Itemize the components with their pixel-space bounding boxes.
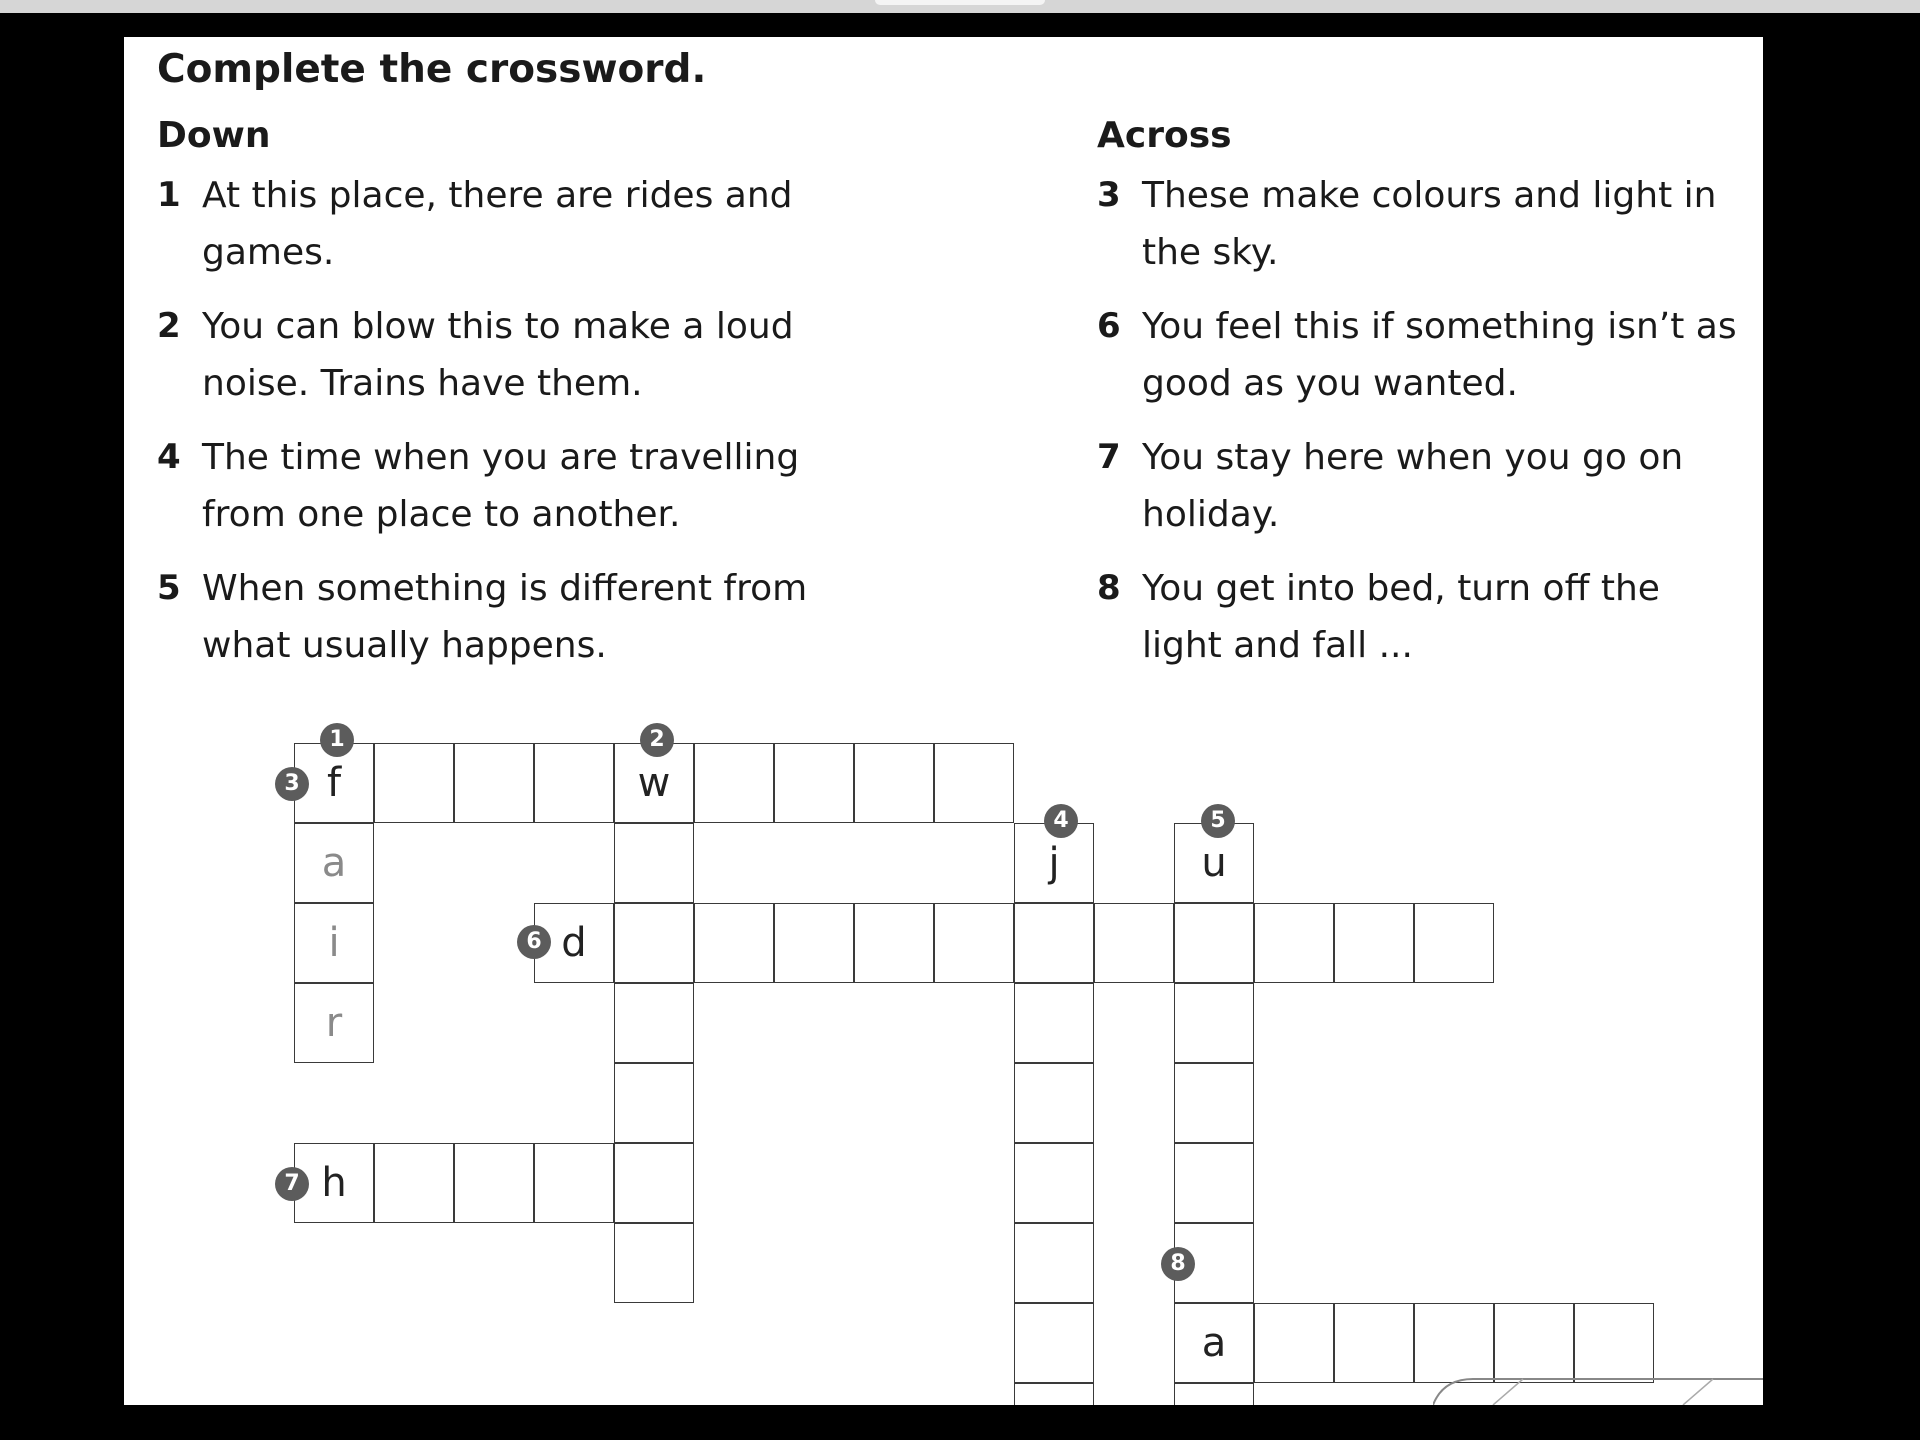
across-heading: Across [1097, 115, 1232, 156]
clue-number: 3 [1097, 175, 1121, 215]
crossword-cell[interactable] [1094, 903, 1174, 983]
clue-line: games. [202, 232, 335, 273]
corner-decoration [1433, 1375, 1763, 1405]
clue-number-badge: 6 [517, 925, 551, 959]
given-letter: u [1201, 840, 1227, 886]
page-title: Complete the crossword. [157, 47, 707, 92]
clue-number: 6 [1097, 306, 1121, 346]
crossword-cell[interactable] [1014, 903, 1094, 983]
crossword-cell[interactable] [854, 903, 934, 983]
clue-number-badge: 1 [320, 723, 354, 757]
crossword-cell[interactable] [934, 743, 1014, 823]
crossword-cell[interactable] [1254, 1303, 1334, 1383]
crossword-cell[interactable] [534, 1143, 614, 1223]
crossword-cell[interactable] [454, 743, 534, 823]
clue-number: 7 [1097, 437, 1121, 477]
clue-line: When something is different from [202, 568, 808, 609]
crossword-cell[interactable] [1014, 1303, 1094, 1383]
crossword-cell[interactable] [1174, 1143, 1254, 1223]
clue-line: These make colours and light in [1142, 175, 1717, 216]
clue-line: from one place to another. [202, 494, 681, 535]
crossword-cell[interactable] [1014, 983, 1094, 1063]
clue-number: 8 [1097, 568, 1121, 608]
crossword-cell[interactable] [1414, 903, 1494, 983]
crossword-cell[interactable] [774, 743, 854, 823]
crossword-cell[interactable] [1174, 983, 1254, 1063]
clue-number: 1 [157, 175, 181, 215]
given-letter: i [328, 920, 340, 966]
crossword-cell[interactable] [614, 1063, 694, 1143]
given-letter: d [561, 920, 587, 966]
crossword-cell[interactable] [614, 823, 694, 903]
crossword-cell[interactable] [1014, 1143, 1094, 1223]
crossword-cell[interactable] [1494, 1303, 1574, 1383]
crossword-cell[interactable] [534, 743, 614, 823]
crossword-grid [124, 37, 1763, 1405]
crossword-cell[interactable] [1414, 1303, 1494, 1383]
crossword-cell[interactable] [374, 743, 454, 823]
crossword-cell[interactable] [614, 1143, 694, 1223]
clue-number-badge: 4 [1044, 804, 1078, 838]
clue-line: You get into bed, turn off the [1142, 568, 1660, 609]
crossword-cell[interactable] [614, 903, 694, 983]
clue-line: light and fall ... [1142, 625, 1413, 666]
clue-line: noise. Trains have them. [202, 363, 643, 404]
given-letter: w [637, 760, 671, 806]
clue-line: At this place, there are rides and [202, 175, 793, 216]
clue-line: good as you wanted. [1142, 363, 1518, 404]
clue-line: The time when you are travelling [202, 437, 800, 478]
crossword-cell[interactable] [1174, 1383, 1254, 1405]
crossword-cell[interactable] [1254, 903, 1334, 983]
given-letter: j [1048, 840, 1060, 886]
crossword-cell[interactable] [1014, 1383, 1094, 1405]
crossword-cell[interactable] [1334, 1303, 1414, 1383]
crossword-cell[interactable] [774, 903, 854, 983]
crossword-cell[interactable] [1014, 1063, 1094, 1143]
given-letter: h [321, 1160, 347, 1206]
clue-line: the sky. [1142, 232, 1279, 273]
crossword-cell[interactable] [694, 743, 774, 823]
down-heading: Down [157, 115, 271, 156]
given-letter: a [321, 840, 347, 886]
clue-line: You feel this if something isn’t as [1142, 306, 1737, 347]
worksheet-page [124, 37, 1763, 1405]
window-top-bar [0, 0, 1920, 13]
given-letter: f [326, 760, 342, 806]
clue-line: what usually happens. [202, 625, 607, 666]
crossword-cell[interactable] [1174, 903, 1254, 983]
clue-line: holiday. [1142, 494, 1280, 535]
clue-number-badge: 5 [1201, 804, 1235, 838]
clue-number-badge: 2 [640, 723, 674, 757]
crossword-cell[interactable] [1014, 1223, 1094, 1303]
top-bar-handle [875, 0, 1045, 5]
clue-number-badge: 3 [275, 767, 309, 801]
crossword-cell[interactable] [1174, 1063, 1254, 1143]
crossword-cell[interactable] [1334, 903, 1414, 983]
clue-line: You can blow this to make a loud [202, 306, 794, 347]
clue-number: 4 [157, 437, 181, 477]
clue-number-badge: 7 [275, 1167, 309, 1201]
clue-line: You stay here when you go on [1142, 437, 1684, 478]
crossword-cell[interactable] [854, 743, 934, 823]
crossword-cell[interactable] [934, 903, 1014, 983]
crossword-cell[interactable] [374, 1143, 454, 1223]
crossword-cell[interactable] [454, 1143, 534, 1223]
crossword-cell[interactable] [614, 1223, 694, 1303]
given-letter: r [325, 1000, 343, 1046]
given-letter: a [1201, 1320, 1227, 1366]
clue-number: 5 [157, 568, 181, 608]
crossword-cell[interactable] [1574, 1303, 1654, 1383]
crossword-cell[interactable] [614, 983, 694, 1063]
clue-number: 2 [157, 306, 181, 346]
crossword-cell[interactable] [694, 903, 774, 983]
clue-number-badge: 8 [1161, 1247, 1195, 1281]
